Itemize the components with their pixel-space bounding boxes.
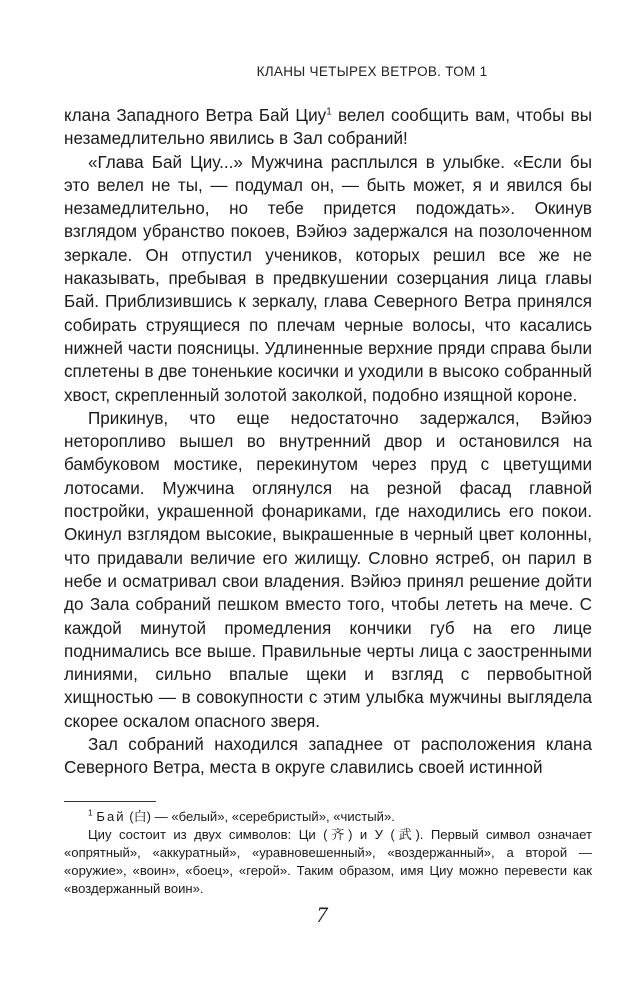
paragraph-4: Зал собраний находился западнее от расположения клана Северного Ветра, места в округе славились своей истинной	[64, 735, 592, 778]
main-text	[64, 104, 592, 780]
paragraph-1-text: клана Западного Ветра Бай Циу	[64, 106, 327, 125]
paragraph-3: Прикинув, что еще недостаточно задержался, Вэйюэ неторопливо вышел во внутренний двор и остановился на бамбуковом мостике, перекинутом через пруд с цветущими лотосами. Мужчина оглянулся на резной фасад главной постройки, украшенной фонариками, где находились его покои. Окинул взглядом высокие, выкрашенные в черный цвет колонны, что придавали величие его жилищу. Словно ястреб, он парил в небе и осматривал свои владения. Вэйюэ принял решение дойти до Зала собраний пешком вместо того, чтобы лететь на мече. С каждой минутой промедления кончики губ на его лице поднимались все выше. Правильные черты лица с заостренными линиями, сильно впалые щеки и взгляд с первобытной хищностью — в совокупности с этим улыбка мужчины выглядела скорее оскалом опасного зверя.	[64, 408, 592, 731]
running-header: КЛАНЫ ЧЕТЫРЕХ ВЕТРОВ. ТОМ 1	[256, 64, 488, 79]
footnote-1-text: (白) — «белый», «серебристый», «чистый».	[125, 809, 395, 824]
footnote-1	[64, 808, 592, 826]
footnote-1-marker: 1	[88, 807, 93, 818]
footnote-1-term: Бай	[96, 809, 126, 824]
paragraph-1-text-cont: велел сообщить вам, чтобы вы незамедлительно явились в Зал собраний!	[64, 106, 592, 149]
footnote-ref-1: 1	[326, 106, 332, 118]
paragraph-2: «Глава Бай Циу...» Мужчина расплылся в улыбке. «Если бы это велел не ты, — подумал он, — быть может, я и явился бы незамедлительно, но тебе придется подождать». Окинув взглядом убранство покоев, Вэйюэ задержался на позолоченном зеркале. Он отпустил учеников, которых решил все же не наказывать, пребывая в предвкушении созерцания лица главы Бай. Приблизившись к зеркалу, глава Северного Ветра принялся собирать струящиеся по плечам черные волосы, что касались нижней части поясницы. Удлиненные верхние пряди справа были сплетены в две тоненькие косички и уходили в высоко собранный хвост, скрепленный золотой заколкой, подобно изящной короне.	[64, 152, 592, 405]
footnotes	[64, 808, 592, 898]
paragraph-1	[64, 104, 592, 151]
footnote-2: Циу состоит из двух символов: Ци (齐) и У (武). Первый символ означает «опрятный», «аккуратный», «уравновешенный», «воздержанный», а второй — «оружие», «воин», «боец», «герой». Таким образом, имя Циу можно перевести как «воздержанный воин».	[64, 827, 592, 896]
page-number: 7	[316, 902, 328, 927]
footnote-divider	[64, 801, 156, 802]
